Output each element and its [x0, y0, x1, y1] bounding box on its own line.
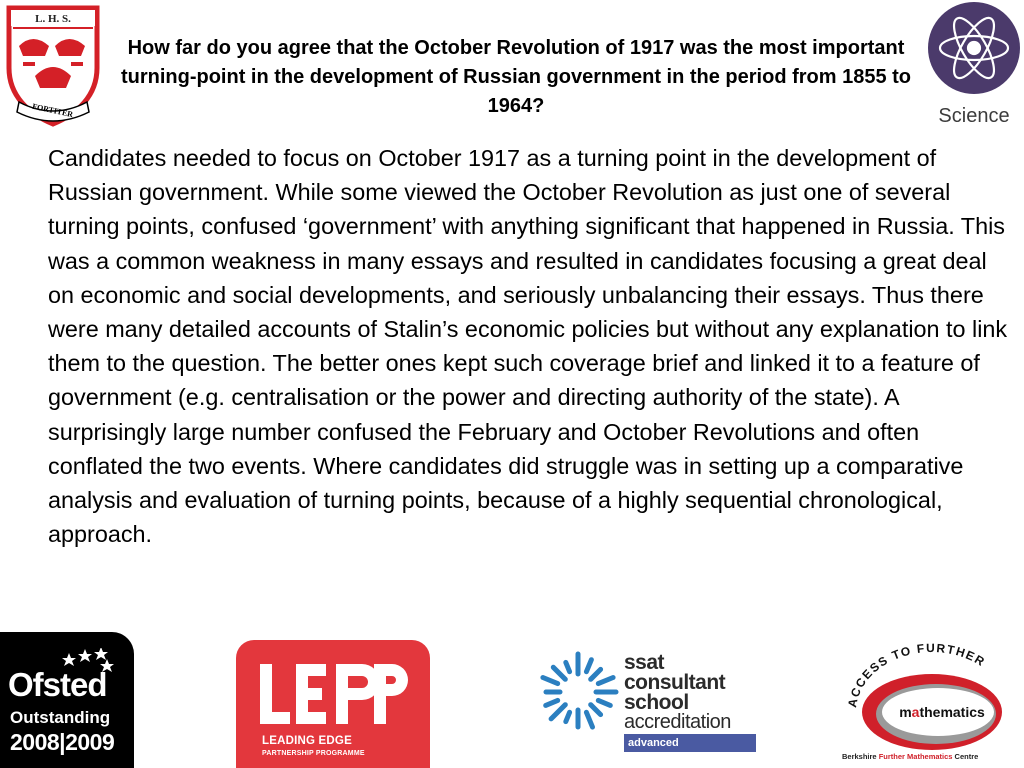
further-maths-caption: Berkshire Further Mathematics Centre — [842, 752, 979, 761]
ssat-advanced-badge: advanced — [624, 734, 756, 752]
starburst-ray — [566, 662, 570, 671]
ssat-line4: accreditation — [624, 711, 731, 733]
science-logo — [926, 2, 1022, 128]
ssat-line3: school — [624, 691, 689, 714]
starburst-ray — [598, 678, 613, 684]
ssat-line2: consultant — [624, 671, 726, 694]
further-maths-logo — [838, 640, 1024, 768]
lepp-line2: PARTNERSHIP PROGRAMME — [262, 750, 365, 757]
ofsted-word: Ofsted — [8, 666, 107, 703]
crest-motto: FORTITER — [31, 101, 74, 120]
starburst-ray — [543, 678, 558, 684]
ofsted-rating: Outstanding — [10, 708, 111, 727]
starburst-ray — [546, 700, 558, 705]
starburst-ray — [566, 712, 570, 721]
further-maths-word: mathematics — [899, 704, 985, 720]
lepp-logo — [236, 640, 430, 768]
school-crest-logo — [5, 4, 101, 128]
starburst-ray — [586, 660, 591, 672]
ssat-logo — [520, 632, 780, 768]
ofsted-badge — [0, 632, 134, 768]
ofsted-years: 2008|2009 — [10, 729, 115, 755]
slide-title: How far do you agree that the October Revolution of 1917 was the most important turning-point in the development of Russian government in the period from 1855 to 1964? — [120, 37, 912, 117]
lepp-line1: LEADING EDGE — [262, 735, 352, 747]
starburst-ray — [551, 705, 565, 719]
starburst-ray — [586, 712, 592, 727]
starburst-ray — [598, 700, 610, 705]
starburst-ray — [553, 667, 565, 679]
crest-title: L. H. S. — [35, 13, 71, 25]
ssat-line1: ssat — [624, 651, 665, 674]
slide-body-text: Candidates needed to focus on October 1917 as a turning point in the development of Russian government. While some viewed the October Revolution as just one of several turning points, confused ‘government’ with anything significant that happened in Russia. This was a common weakness in many essays and resulted in candidates focusing a great deal on economic and social developments, and seriously unbalancing their essays. Thus there were many detailed accounts of Stalin’s economic policies but without any explanation to link them to the question. The better ones kept such coverage brief and linked it to a feature of government (e.g. centralisation or the power and directing authority of the state). A surprisingly large number confused the February and October Revolutions and often conflated the two events. Where candidates did struggle was in setting up a comparative analysis and evaluation of turning points, because of a highly sequential chronological, approach. — [48, 145, 1008, 548]
starburst-icon — [532, 646, 624, 738]
starburst-ray — [591, 669, 601, 679]
starburst-ray — [591, 705, 601, 715]
science-label: Science — [938, 105, 1010, 127]
further-maths-arc-text: ACCESS TO FURTHER — [845, 640, 988, 709]
lepp-mark — [258, 662, 410, 728]
